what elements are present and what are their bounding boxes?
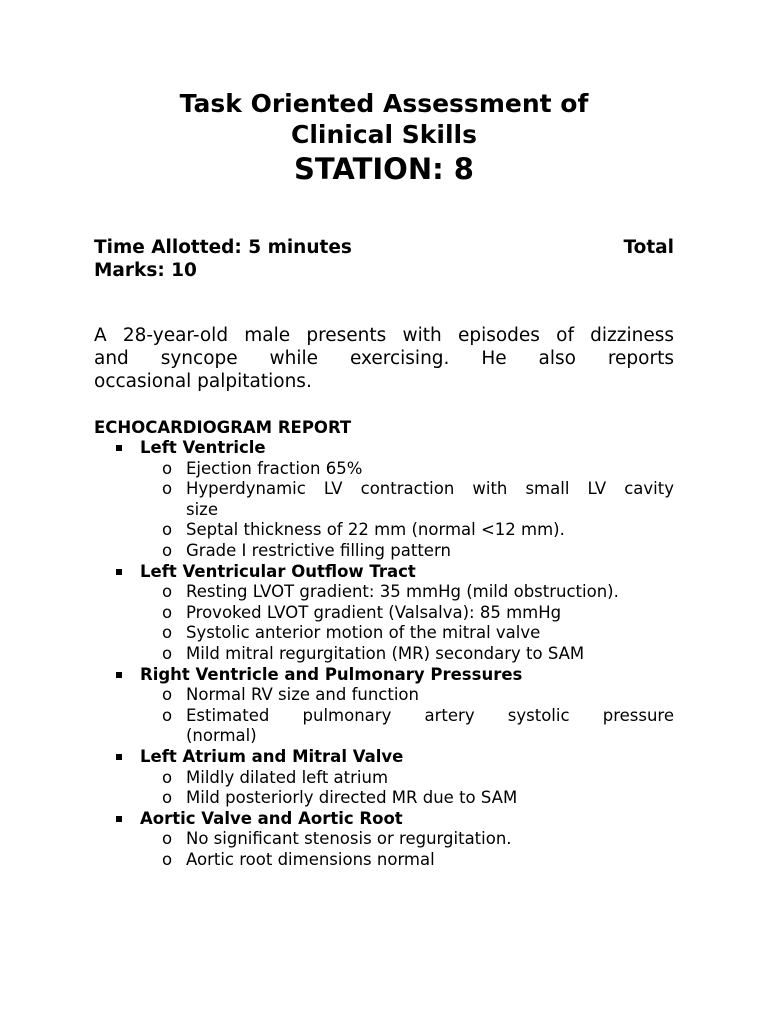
meta-row	[94, 236, 674, 259]
item-text: No significant stenosis or regurgitation.	[186, 829, 512, 849]
item-text: Mild mitral regurgitation (MR) secondary to SAM	[186, 643, 585, 663]
case-line-1: A 28-year-old male presents with episodes of dizziness	[94, 325, 674, 346]
total-label: Total	[623, 237, 674, 258]
circle-bullet-icon: o	[162, 602, 173, 622]
section-items	[140, 582, 674, 664]
item-text: Estimated pulmonary artery systolic pressure	[186, 705, 674, 725]
section-label: Left Ventricular Outflow Tract	[140, 561, 416, 581]
circle-bullet-icon: o	[162, 479, 173, 499]
list-item	[140, 459, 674, 480]
section-items	[140, 768, 674, 809]
section-label: Left Atrium and Mitral Valve	[140, 746, 404, 766]
list-item	[140, 768, 674, 789]
item-text: Ejection fraction 65%	[186, 458, 363, 478]
square-bullet-icon	[116, 445, 122, 451]
section-label: Left Ventricle	[140, 438, 266, 457]
time-allotted: Time Allotted: 5 minutes	[94, 237, 352, 258]
list-item	[140, 644, 674, 665]
report-section	[94, 438, 674, 562]
circle-bullet-icon: o	[162, 520, 173, 540]
list-item	[140, 788, 674, 809]
list-item	[140, 479, 674, 520]
circle-bullet-icon: o	[162, 849, 173, 869]
report-section	[94, 665, 674, 747]
item-text: Resting LVOT gradient: 35 mmHg (mild obstruction).	[186, 582, 619, 602]
list-item	[140, 829, 674, 850]
circle-bullet-icon: o	[162, 643, 173, 663]
list-item	[140, 520, 674, 541]
report-section	[94, 562, 674, 665]
title-line-1: Task Oriented Assessment of	[179, 89, 589, 118]
item-text: Hyperdynamic LV contraction with small LV cavity	[186, 479, 674, 499]
title-line-2: Clinical Skills	[290, 120, 478, 149]
item-text: Septal thickness of 22 mm (normal <12 mm).	[186, 520, 565, 540]
circle-bullet-icon: o	[162, 705, 173, 725]
circle-bullet-icon: o	[162, 788, 173, 808]
circle-bullet-icon: o	[162, 582, 173, 602]
section-items	[140, 685, 674, 747]
list-item	[140, 603, 674, 624]
square-bullet-icon	[116, 754, 122, 760]
station-heading: STATION: 8	[294, 152, 474, 186]
circle-bullet-icon: o	[162, 685, 173, 705]
section-label: Aortic Valve and Aortic Root	[140, 808, 403, 828]
circle-bullet-icon: o	[162, 540, 173, 560]
circle-bullet-icon: o	[162, 767, 173, 787]
circle-bullet-icon: o	[162, 458, 173, 478]
list-item	[140, 623, 674, 644]
item-text: Normal RV size and function	[186, 685, 419, 705]
exam-meta	[94, 236, 674, 282]
list-item	[140, 706, 674, 747]
circle-bullet-icon: o	[162, 829, 173, 849]
report-sections	[94, 438, 674, 870]
circle-bullet-icon: o	[162, 623, 173, 643]
square-bullet-icon	[116, 569, 122, 575]
case-line-2: and syncope while exercising. He also reports	[94, 348, 674, 369]
list-item	[140, 850, 674, 871]
section-label: Right Ventricle and Pulmonary Pressures	[140, 664, 523, 684]
case-line-3: occasional palpitations.	[94, 371, 312, 392]
item-text-continuation: (normal)	[186, 726, 257, 746]
report-section	[94, 747, 674, 809]
list-item	[140, 582, 674, 603]
item-text: Systolic anterior motion of the mitral valve	[186, 623, 541, 643]
case-description	[94, 324, 674, 393]
title-block	[94, 0, 674, 186]
item-text: Mild posteriorly directed MR due to SAM	[186, 788, 518, 808]
item-text-continuation: size	[186, 499, 218, 519]
square-bullet-icon	[116, 816, 122, 822]
item-text: Grade I restrictive filling pattern	[186, 540, 451, 560]
report-section	[94, 809, 674, 871]
item-text: Mildly dilated left atrium	[186, 767, 389, 787]
item-text: Provoked LVOT gradient (Valsalva): 85 mmHg	[186, 602, 562, 622]
list-item	[140, 541, 674, 562]
marks: Marks: 10	[94, 260, 197, 281]
square-bullet-icon	[116, 672, 122, 678]
report-heading: ECHOCARDIOGRAM REPORT	[94, 418, 352, 437]
section-items	[140, 829, 674, 870]
item-text: Aortic root dimensions normal	[186, 849, 435, 869]
list-item	[140, 685, 674, 706]
section-items	[140, 459, 674, 562]
